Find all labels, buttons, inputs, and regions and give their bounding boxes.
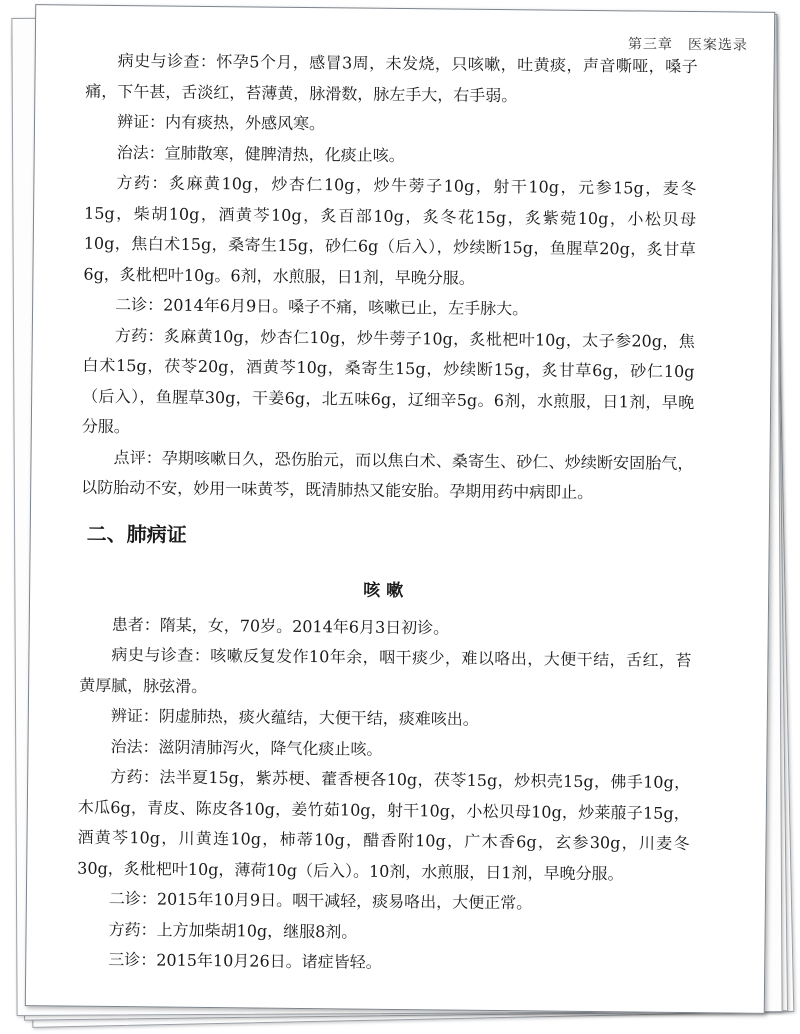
case2-patient: 患者：隋某，女，70岁。2014年6月3日初诊。 (111, 614, 450, 638)
case1-syndrome: 辨证：内有痰热，外感风寒。 (116, 112, 326, 134)
case2-second-prescription: 方药：上方加柴胡10g，继服8剂。 (108, 919, 358, 942)
case2-history: 病史与诊查：咳嗽反复发作10年余，咽干痰少，难以咯出，大便干结，舌红，苔黄厚腻，脉弦滑。 (79, 644, 692, 696)
running-header: 第三章 医案选录 (627, 36, 748, 54)
case2-prescription: 方药：法半夏15g，紫苏梗、藿香梗各10g，茯苓15g，炒枳壳15g，佛手10g，木瓜6g，青皮、陈皮各10g，姜竹茹10g，射干10g，小松贝母10g，炒莱菔子15g，酒黄芩10g，川黄连10g，柿蒂10g，醋香附10g，广木香6g，玄参30g，川麦冬30g，炙枇杷叶10g，薄荷10g（后入）。10剂，水煎服，日1剂，早晚分服。 (77, 766, 691, 883)
case1-second-prescription: 方药：炙麻黄10g，炒杏仁10g，炒牛蒡子10g，炙枇杷叶10g，太子参20g，焦白术15g，茯苓20g，酒黄芩10g，桑寄生15g，炒续断15g，炙甘草6g，砂仁10g（后入），鱼腥草30g，干姜6g，北五味6g，辽细辛5g。6剂，水煎服，日1剂，早晚分服。 (81, 325, 695, 437)
case1-history: 病史与诊查：怀孕5个月，感冒3周，未发烧，只咳嗽，吐黄痰，声音嘶哑，嗓子痛，下午甚，舌淡红，苔薄黄，脉滑数，脉左手大，右手弱。 (85, 51, 698, 105)
book-page (25, 4, 775, 1014)
case1-second-visit: 二诊：2014年6月9日。嗓子不痛，咳嗽已止，左手脉大。 (115, 295, 529, 319)
case1-method: 治法：宣肺散寒，健脾清热，化痰止咳。 (116, 142, 405, 165)
case2-syndrome: 辨证：阴虚肺热，痰火蕴结，大便干结，痰难咳出。 (110, 705, 479, 729)
case2-third-visit: 三诊：2015年10月26日。诸症皆轻。 (108, 949, 382, 972)
section-heading: 二、肺病证 (86, 521, 187, 547)
case1-commentary: 点评：孕期咳嗽日久，恐伤胎元，而以焦白术、桑寄生、砂仁、炒续断安固胎气，以防胎动不安，妙用一味黄芩，既清肺热又能安胎。孕期用药中病即止。 (81, 447, 694, 503)
case2-second-visit: 二诊：2015年10月9日。咽干减轻，痰易咯出，大便正常。 (108, 888, 533, 913)
case2-title: 咳嗽 (363, 580, 410, 601)
case2-method: 治法：滋阴清肺泻火，降气化痰止咳。 (110, 736, 383, 759)
page-content (76, 46, 698, 982)
case1-prescription: 方药：炙麻黄10g，炒杏仁10g，炒牛蒡子10g，射干10g，元参15g，麦冬15g，柴胡10g，酒黄芩10g，炙百部10g，炙冬花15g，炙紫菀10g，小松贝母10g，焦白术15g，桑寄生15g，砂仁6g（后入），炒续断15g，鱼腥草20g，炙甘草6g，炙枇杷叶10g。6剂，水煎服，日1剂，早晚分服。 (83, 173, 697, 288)
